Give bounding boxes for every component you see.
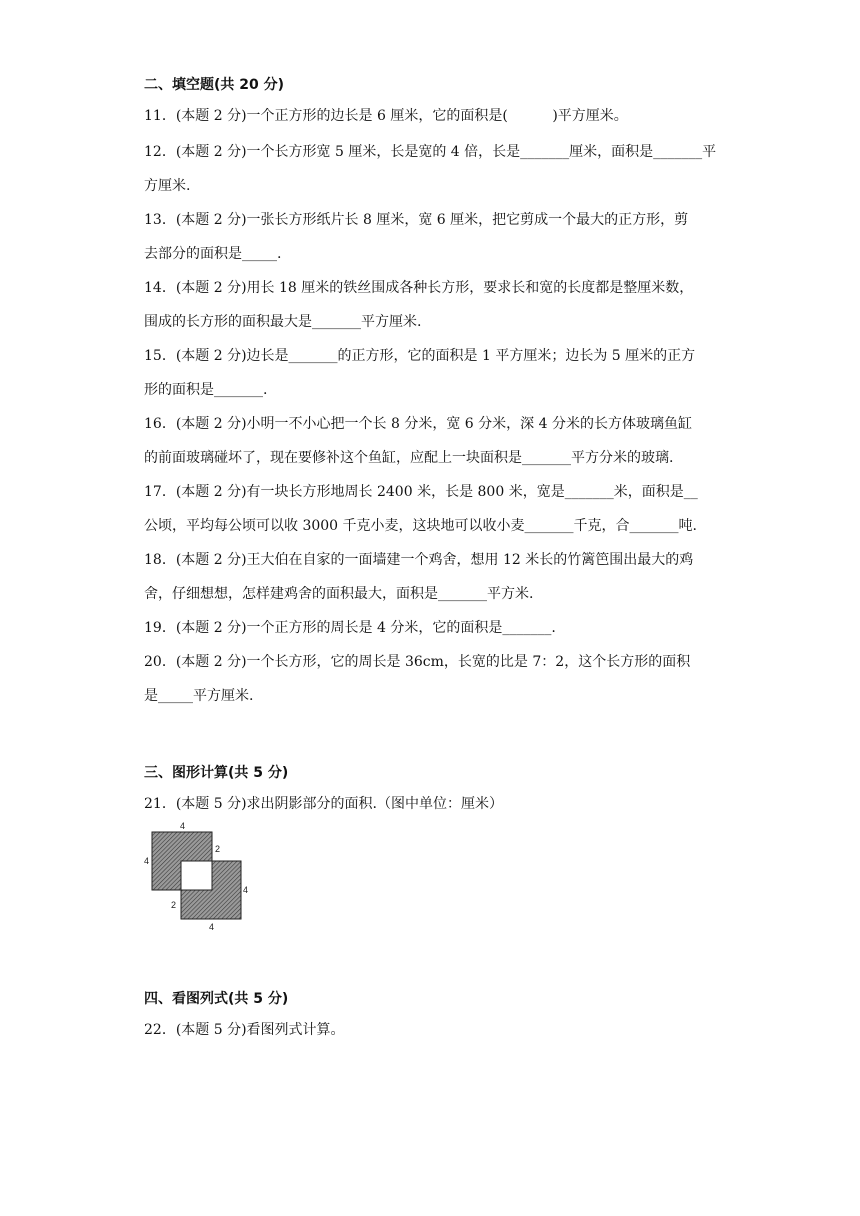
question-11: 11．(本题 2 分)一个正方形的边长是 6 厘米，它的面积是( )平方厘米。 [144, 108, 628, 124]
question-15-line-2: 形的面积是_______. [144, 382, 268, 398]
section-shape-calc-title: 三、图形计算(共 5 分) [144, 765, 289, 781]
question-16-line-2: 的前面玻璃碰坏了，现在要修补这个鱼缸，应配上一块面积是_______平方分米的玻璃. [144, 450, 674, 466]
question-22: 22．(本题 5 分)看图列式计算。 [144, 1022, 345, 1038]
question-12-line-1: 12．(本题 2 分)一个长方形宽 5 厘米，长是宽的 4 倍，长是_______厘米，面积是_______平 [144, 144, 717, 160]
question-17-line-1: 17．(本题 2 分)有一块长方形地周长 2400 米，长是 800 米，宽是_______米，面积是__ [144, 484, 698, 500]
question-16-line-1: 16．(本题 2 分)小明一不小心把一个长 8 分米，宽 6 分米，深 4 分米的长方体玻璃鱼缸 [144, 416, 692, 432]
label-inner-right: 2 [215, 844, 221, 854]
question-13-line-2: 去部分的面积是_____. [144, 246, 282, 262]
question-18-line-2: 舍，仔细想想，怎样建鸡舍的面积最大，面积是_______平方米. [144, 586, 534, 602]
question-12-line-2: 方厘米. [144, 178, 191, 194]
label-top: 4 [180, 821, 186, 831]
section-fill-in-title: 二、填空题(共 20 分) [144, 77, 285, 93]
section-picture-equation-title: 四、看图列式(共 5 分) [144, 991, 289, 1007]
question-13-line-1: 13．(本题 2 分)一张长方形纸片长 8 厘米，宽 6 厘米，把它剪成一个最大的正方形，剪 [144, 212, 689, 228]
question-18-line-1: 18．(本题 2 分)王大伯在自家的一面墙建一个鸡舍，想用 12 米长的竹篱笆围出最大的鸡 [144, 552, 694, 568]
question-20-line-2: 是_____平方厘米. [144, 688, 254, 704]
shaded-area-figure [142, 820, 254, 932]
question-14-line-2: 围成的长方形的面积最大是_______平方厘米. [144, 314, 422, 330]
label-left: 4 [144, 856, 150, 866]
question-17-line-2: 公顷，平均每公顷可以收 3000 千克小麦，这块地可以收小麦_______千克，合_______吨. [144, 518, 697, 534]
question-20-line-1: 20．(本题 2 分)一个长方形，它的周长是 36cm，长宽的比是 7：2，这个长方形的面积 [144, 654, 691, 670]
question-19: 19．(本题 2 分)一个正方形的周长是 4 分米，它的面积是_______. [144, 620, 556, 636]
label-bottom: 4 [209, 922, 215, 932]
question-14-line-1: 14．(本题 2 分)用长 18 厘米的铁丝围成各种长方形，要求长和宽的长度都是整厘米数， [144, 280, 694, 296]
label-inner-left: 2 [171, 900, 177, 910]
question-21: 21．(本题 5 分)求出阴影部分的面积.（图中单位：厘米） [144, 796, 503, 812]
question-15-line-1: 15．(本题 2 分)边长是_______的正方形，它的面积是 1 平方厘米；边长为 5 厘米的正方 [144, 348, 696, 364]
overlap-square [181, 861, 212, 890]
label-right: 4 [243, 885, 249, 895]
